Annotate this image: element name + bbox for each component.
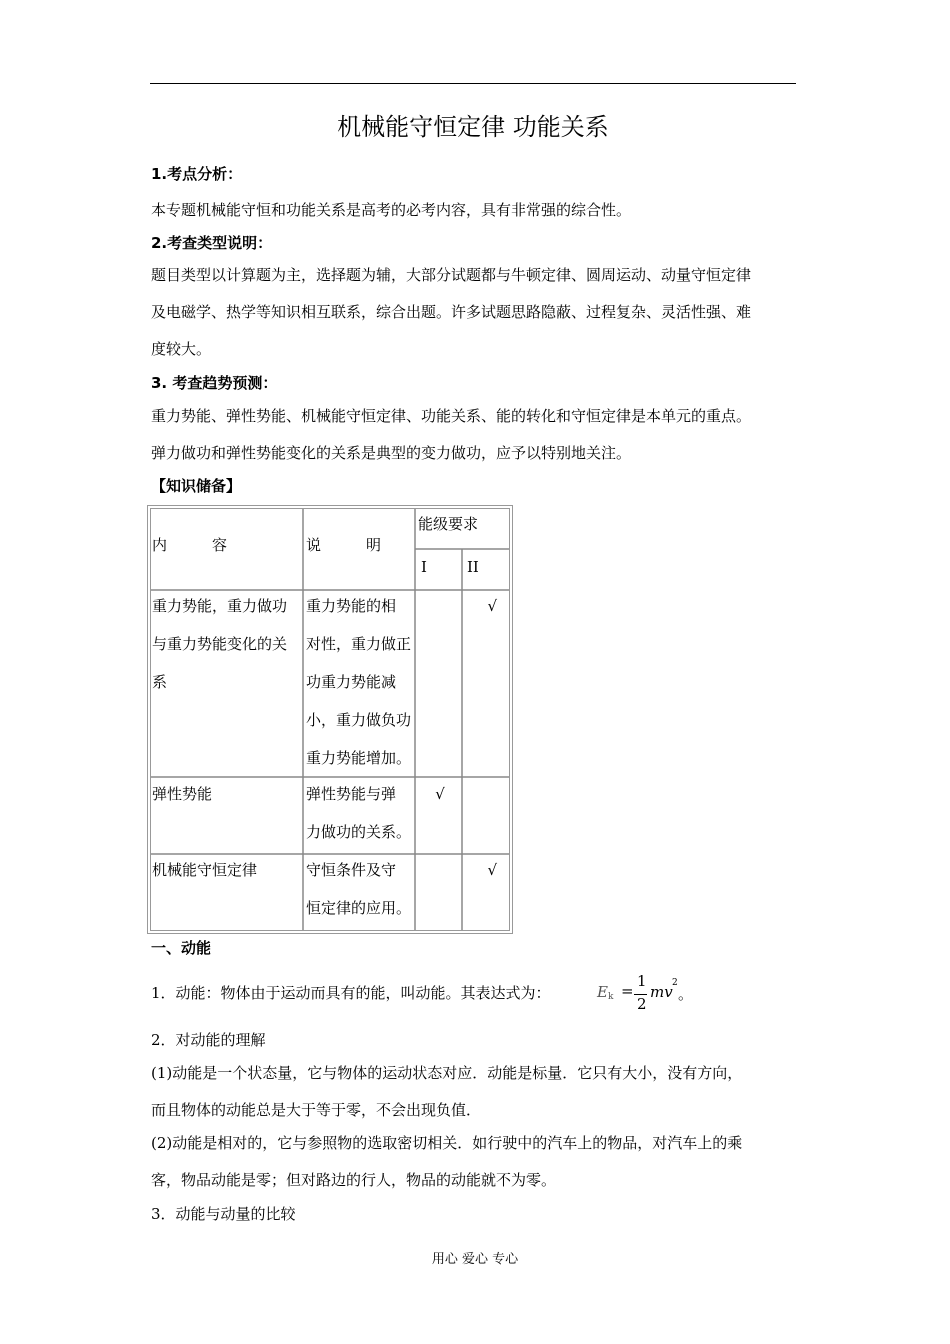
item-2-heading: 2．对动能的理解 xyxy=(151,1031,266,1049)
item-1-text: 1．动能：物体由于运动而具有的能，叫动能。其表达式为： xyxy=(151,984,551,1002)
header-description: 说 明 xyxy=(306,536,382,554)
section-kinetic-heading: 一、动能 xyxy=(151,939,212,957)
page-title: 机械能守恒定律 功能关系 xyxy=(337,113,609,141)
header-level-2: II xyxy=(467,558,479,576)
section-1-heading: 1.考点分析： xyxy=(151,165,243,183)
section-1-text: 本专题机械能守恒和功能关系是高考的必考内容，具有非常强的综合性。 xyxy=(151,201,632,219)
knowledge-heading: 【知识储备】 xyxy=(151,477,242,495)
section-2-heading: 2.考查类型说明： xyxy=(151,234,273,252)
row-3-content: 机械能守恒定律 xyxy=(152,861,258,879)
section-2-line: 及电磁学、热学等知识相互联系，综合出题。许多试题思路隐蔽、过程复杂、灵活性强、难 xyxy=(151,303,752,321)
kinetic-energy-formula: E k = 1 2 mv 2 。 xyxy=(597,972,694,1013)
row-2-description: 弹性势能与弹 力做功的关系。 xyxy=(306,785,412,841)
row-1-description: 重力势能的相 对性，重力做正 功重力势能减 小，重力做负功 重力势能增加。 xyxy=(306,597,412,767)
item-2-line: 客，物品动能是零；但对路边的行人，物品的动能就不为零。 xyxy=(151,1171,557,1189)
header-content: 内 容 xyxy=(152,536,228,554)
row-1-content: 重力势能，重力做功 与重力势能变化的关 系 xyxy=(152,597,288,691)
section-3-heading: 3. 考查趋势预测： xyxy=(151,374,278,392)
row-3-level-2: √ xyxy=(487,861,497,879)
section-2-line: 度较大。 xyxy=(151,340,212,358)
item-2-line: (1)动能是一个状态量，它与物体的运动状态对应．动能是标量．它只有大小，没有方向， xyxy=(151,1064,743,1082)
header-rule xyxy=(150,83,796,84)
item-3-heading: 3．动能与动量的比较 xyxy=(151,1205,296,1223)
row-2-level-1: √ xyxy=(435,785,445,803)
row-3-description: 守恒条件及守 恒定律的应用。 xyxy=(306,861,412,917)
page-footer: 用心 爱心 专心 xyxy=(431,1252,519,1267)
header-level-1: I xyxy=(421,558,427,576)
row-2-content: 弹性势能 xyxy=(152,785,213,803)
item-2-line: 而且物体的动能总是大于等于零，不会出现负值． xyxy=(151,1101,482,1119)
header-level: 能级要求 xyxy=(418,515,479,533)
section-3-line: 弹力做功和弹性势能变化的关系是典型的变力做功，应予以特别地关注。 xyxy=(151,444,632,462)
knowledge-table xyxy=(147,505,513,934)
item-2-line: (2)动能是相对的，它与参照物的选取密切相关．如行驶中的汽车上的物品，对汽车上的乘 xyxy=(151,1134,743,1152)
section-2-line: 题目类型以计算题为主，选择题为辅，大部分试题都与牛顿定律、圆周运动、动量守恒定律 xyxy=(151,266,752,284)
section-3-line: 重力势能、弹性势能、机械能守恒定律、功能关系、能的转化和守恒定律是本单元的重点。 xyxy=(151,407,752,425)
row-1-level-2: √ xyxy=(487,597,497,615)
